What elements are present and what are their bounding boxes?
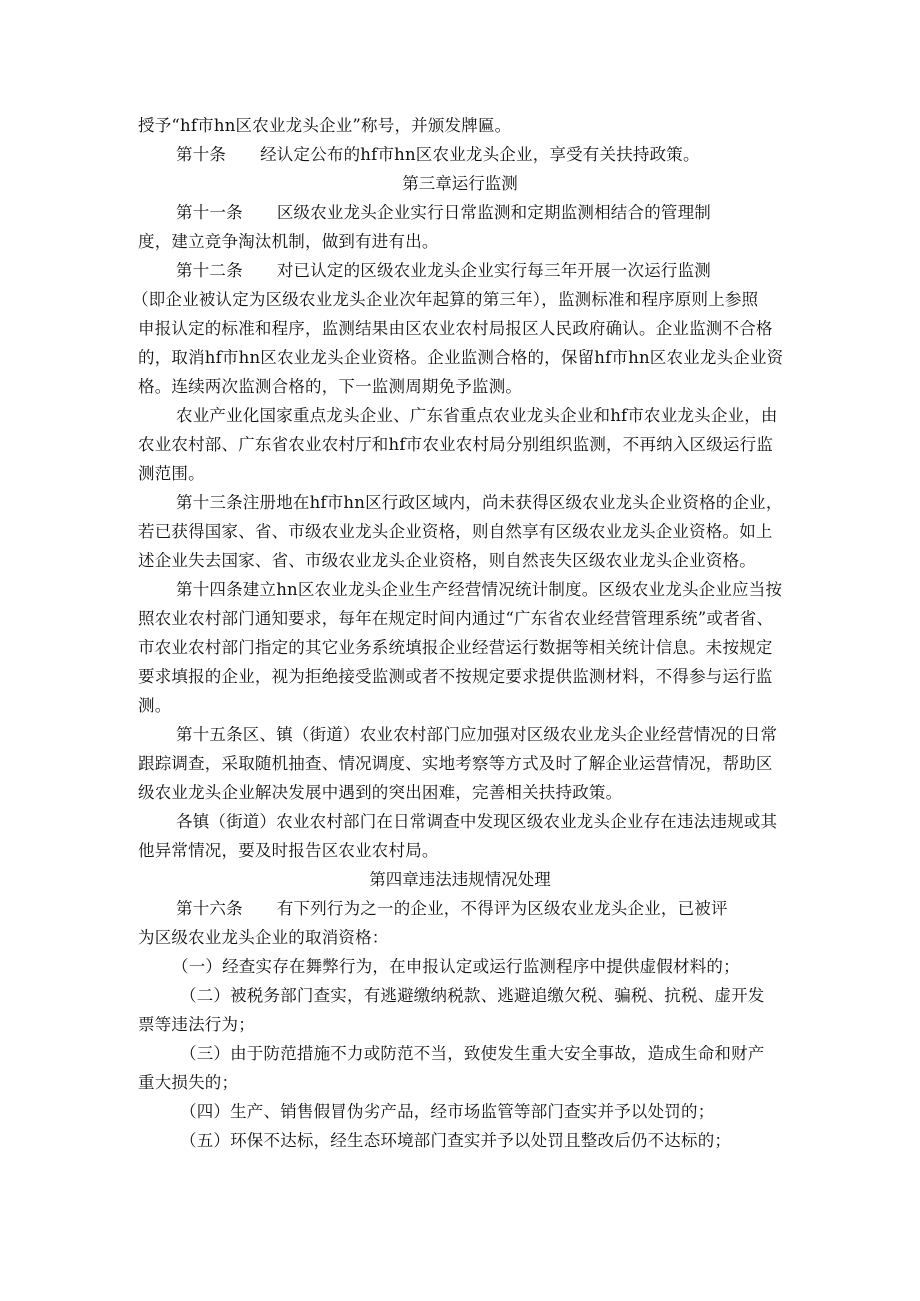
article-number: 第十二条 xyxy=(176,261,243,280)
paragraph-line: 格。连续两次监测合格的，下一监测周期免予监测。 xyxy=(138,377,523,396)
paragraph-line: 测范围。 xyxy=(138,464,205,483)
paragraph-line: 的，取消hf市hn区农业龙头企业资格。企业监测合格的，保留hf市hn区农业龙头企业资 xyxy=(138,348,784,367)
article-number: 第十条 xyxy=(176,145,227,164)
paragraph-line: 票等违法行为； xyxy=(138,1015,255,1034)
list-item: （三）由于防范措施不力或防范不当，致使发生重大安全事故，造成生命和财产 xyxy=(180,1044,765,1063)
paragraph-line: 级农业龙头企业解决发展中遇到的突出困难，完善相关扶持政策。 xyxy=(138,783,623,802)
article-text: 对已认定的区级农业龙头企业实行每三年开展一次运行监测 xyxy=(276,261,712,280)
paragraph-line: 第十四条建立hn区农业龙头企业生产经营情况统计制度。区级农业龙头企业应当按 xyxy=(176,580,783,599)
paragraph-line: 若已获得国家、省、市级农业龙头企业资格，则自然享有区级农业龙头企业资格。如上 xyxy=(138,522,773,541)
paragraph-line: 度，建立竞争淘汰机制，做到有进有出。 xyxy=(138,232,439,251)
article-text: 区级农业龙头企业实行日常监测和定期监测相结合的管理制 xyxy=(276,203,712,222)
paragraph-line: 申报认定的标准和程序，监测结果由区农业农村局报区人民政府确认。企业监测不合格 xyxy=(138,319,773,338)
article-12 xyxy=(176,261,711,281)
paragraph-line: 农业产业化国家重点龙头企业、广东省重点农业龙头企业和hf市农业龙头企业，由 xyxy=(176,406,778,425)
paragraph-line: 市农业农村部门指定的其它业务系统填报企业经营运行数据等相关统计信息。未按规定 xyxy=(138,638,773,657)
paragraph-line: 第十三条注册地在hf市hn区行政区域内，尚未获得区级农业龙头企业资格的企业， xyxy=(176,493,783,512)
list-item: （五）环保不达标，经生态环境部门查实并予以处罚且整改后仍不达标的； xyxy=(180,1131,732,1150)
list-item: （一）经查实存在舞弊行为，在申报认定或运行监测程序中提供虚假材料的； xyxy=(172,957,740,976)
chapter-heading: 第四章违法违规情况处理 xyxy=(369,870,551,889)
chapter-heading: 第三章运行监测 xyxy=(402,174,518,193)
paragraph-line: 各镇（街道）农业农村部门在日常调查中发现区级农业龙头企业存在违法违规或其 xyxy=(176,812,778,831)
article-text: 有下列行为之一的企业，不得评为区级农业龙头企业，已被评 xyxy=(276,899,728,918)
article-number: 第十一条 xyxy=(176,203,243,222)
article-number: 第十六条 xyxy=(176,899,243,918)
article-10 xyxy=(176,145,700,165)
paragraph-line: （即企业被认定为区级农业龙头企业次年起算的第三年），监测标准和程序原则上参照 xyxy=(132,290,759,309)
paragraph-line: 为区级农业龙头企业的取消资格： xyxy=(138,928,389,947)
paragraph-line: 他异常情况，要及时报告区农业农村局。 xyxy=(138,841,439,860)
article-text: 经认定公布的hf市hn区农业龙头企业，享受有关扶持政策。 xyxy=(260,145,700,164)
paragraph-line: 重大损失的； xyxy=(138,1073,239,1092)
article-11 xyxy=(176,203,711,223)
paragraph-line: 农业农村部、广东省农业农村厅和hf市农业农村局分别组织监测，不再纳入区级运行监 xyxy=(138,435,774,454)
paragraph-line: 第十五条区、镇（街道）农业农村部门应加强对区级农业龙头企业经营情况的日常 xyxy=(176,725,778,744)
list-item: （二）被税务部门查实，有逃避缴纳税款、逃避追缴欠税、骗税、抗税、虚开发 xyxy=(180,986,765,1005)
paragraph-line: 照农业农村部门通知要求，每年在规定时间内通过“广东省农业经营管理系统”或者省、 xyxy=(138,609,774,628)
list-item: （四）生产、销售假冒伪劣产品，经市场监管等部门查实并予以处罚的； xyxy=(180,1102,715,1121)
article-16 xyxy=(176,899,728,919)
paragraph-line: 要求填报的企业，视为拒绝接受监测或者不按规定要求提供监测材料，不得参与运行监 xyxy=(138,667,773,686)
paragraph-line: 述企业失去国家、省、市级农业龙头企业资格，则自然丧失区级农业龙头企业资格。 xyxy=(138,551,756,570)
paragraph-line: 测。 xyxy=(138,696,172,715)
paragraph-line: 授予“hf市hn区农业龙头企业”称号，并颁发牌匾。 xyxy=(138,116,512,135)
paragraph-line: 跟踪调查，采取随机抽查、情况调度、实地考察等方式及时了解企业运营情况，帮助区 xyxy=(138,754,773,773)
